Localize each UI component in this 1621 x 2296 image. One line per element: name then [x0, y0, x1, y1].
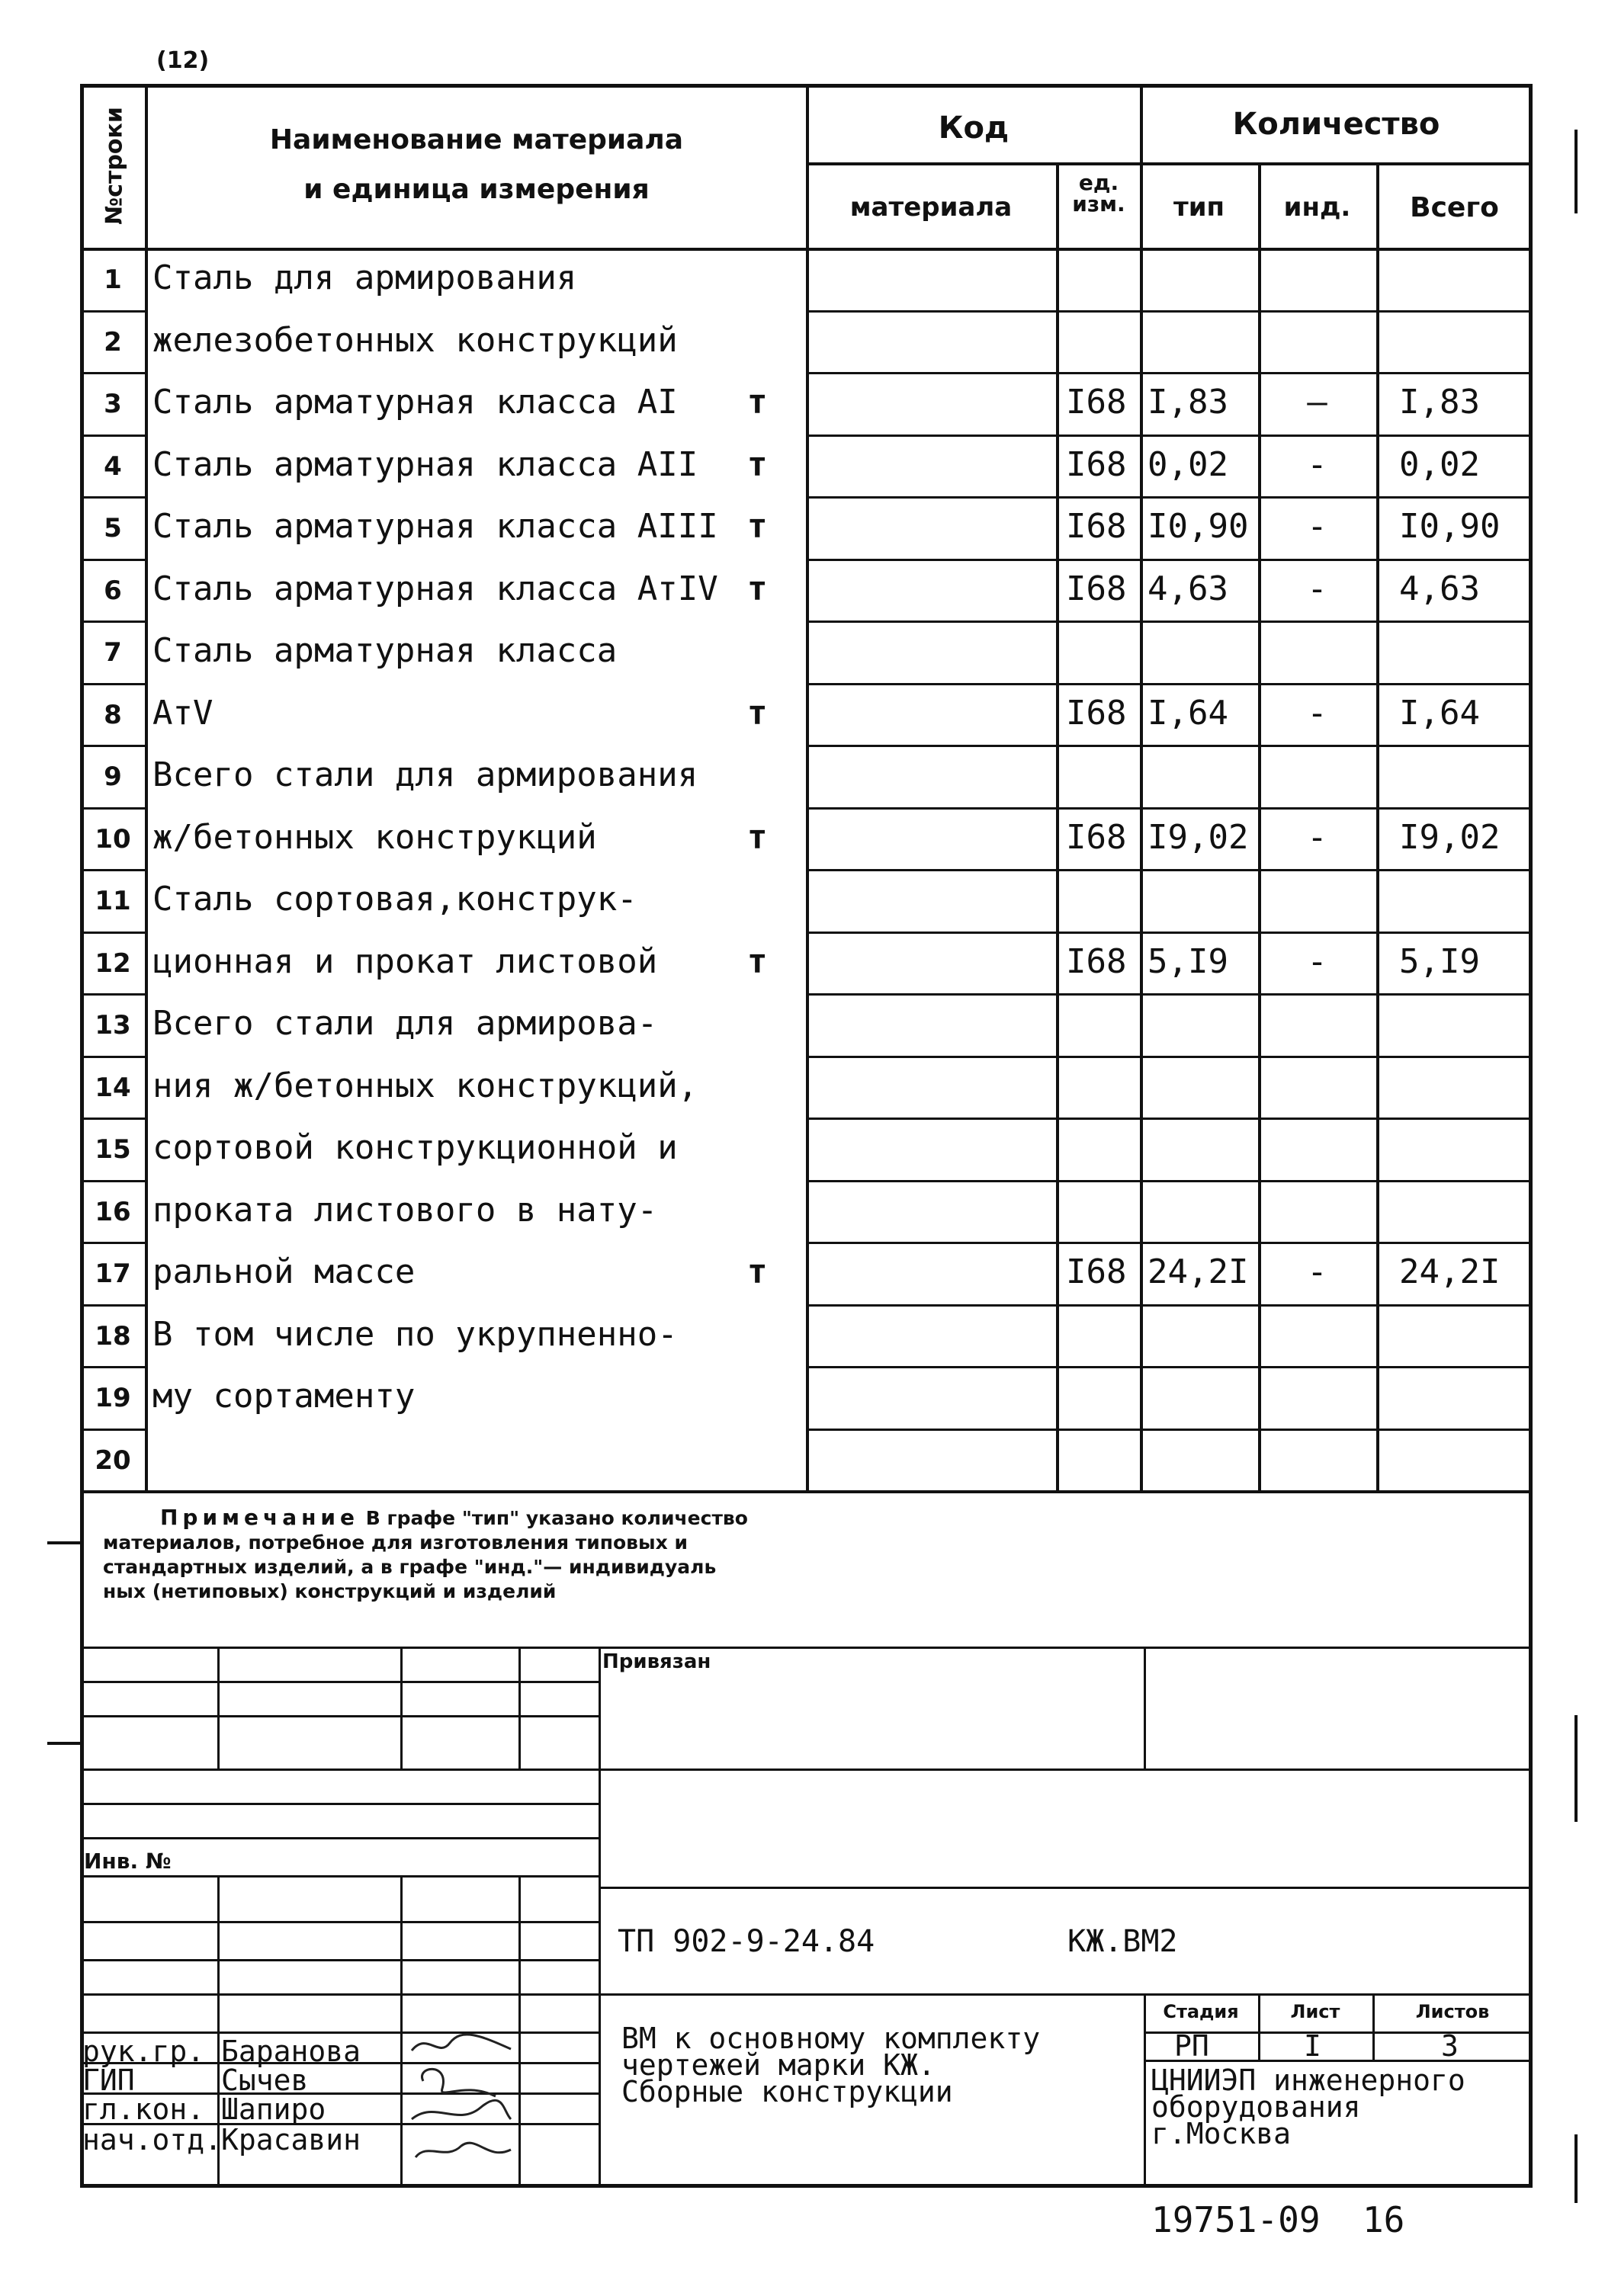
row-separator: [806, 1180, 1533, 1182]
material-name: ния ж/бетонных конструкций,: [152, 1066, 698, 1105]
row-separator: [806, 1118, 1533, 1120]
row-number: 15: [95, 1134, 131, 1165]
material-name: Сталь арматурная класса: [152, 631, 618, 670]
quantity-ind: -: [1307, 569, 1327, 608]
doc-title-line1: ВМ к основному комплекту: [621, 2022, 1041, 2055]
row-separator: [806, 683, 1533, 685]
quantity-type: I,64: [1148, 693, 1228, 733]
unit-code: I68: [1066, 507, 1127, 546]
material-name: ральной массе: [152, 1252, 416, 1291]
tb-line: [599, 1887, 1533, 1889]
row-separator: [806, 1242, 1533, 1244]
quantity-ind: -: [1307, 817, 1327, 857]
row-number: 16: [95, 1196, 131, 1227]
material-name: Сталь арматурная класса АIII: [152, 507, 718, 546]
unit-of-measure: т: [747, 1252, 768, 1291]
tb-vline: [1144, 1993, 1146, 2188]
col-sep: [1056, 162, 1059, 1492]
quantity-total: 4,63: [1399, 569, 1480, 608]
signer-name: Баранова: [221, 2035, 361, 2068]
organization-line2: оборудования: [1151, 2090, 1361, 2124]
code-material-header: материала: [849, 192, 1013, 223]
name-header-line2: и единица измерения: [303, 174, 650, 205]
name-header-line1: Наименование материала: [269, 124, 684, 156]
row-number: 8: [104, 699, 122, 730]
signer-role: ГИП: [82, 2064, 135, 2097]
corner-mark: (12): [156, 47, 210, 74]
row-separator: [80, 1304, 145, 1307]
material-name: Сталь для армирования: [152, 258, 577, 297]
note-line4: ных (нетиповых) конструкций и изделий: [103, 1580, 557, 1602]
quantity-ind: -: [1307, 941, 1327, 981]
doc-title-line3: Сборные конструкции: [621, 2075, 953, 2108]
quantity-type: 0,02: [1148, 444, 1228, 484]
margin-tick: [47, 1742, 82, 1745]
material-name: Всего стали для армирова-: [152, 1004, 658, 1043]
signer-name: Сычев: [221, 2064, 309, 2097]
handwritten-signatures: [404, 2028, 518, 2188]
row-separator: [80, 310, 145, 313]
organization-line3: г.Москва: [1151, 2117, 1292, 2150]
row-number: 19: [95, 1383, 131, 1413]
note-block: [103, 1506, 1475, 1604]
col-sep: [806, 84, 809, 1492]
quantity-type: I,83: [1148, 383, 1228, 422]
row-separator: [80, 1118, 145, 1120]
margin-tick: [1574, 2134, 1578, 2203]
signer-role: нач.отд.: [82, 2123, 223, 2157]
row-number: 13: [95, 1010, 131, 1041]
quantity-ind: -: [1307, 444, 1327, 484]
margin-tick: [1574, 1715, 1578, 1822]
row-separator: [806, 1429, 1533, 1431]
row-number: 3: [104, 389, 122, 419]
signer-role: рук.гр.: [82, 2035, 205, 2068]
row-separator: [80, 559, 145, 561]
tb-line: [80, 1837, 599, 1839]
table-header-mid: [806, 162, 1533, 165]
quantity-type: 5,I9: [1148, 941, 1228, 981]
quantity-type: 24,2I: [1148, 1252, 1249, 1291]
row-separator: [806, 310, 1533, 313]
tb-line: [80, 1681, 599, 1683]
material-name: Сталь арматурная класса АII: [152, 444, 698, 484]
row-number: 10: [95, 823, 131, 855]
col-sep: [1140, 84, 1143, 1492]
tb-line: [80, 1715, 599, 1717]
row-separator: [806, 496, 1533, 499]
quantity-type: I0,90: [1148, 507, 1249, 546]
quantity-total: I,83: [1399, 383, 1480, 422]
col-sep: [145, 84, 148, 1492]
row-number: 5: [104, 513, 122, 544]
material-name: ж/бетонных конструкций: [152, 817, 597, 857]
row-separator: [806, 1056, 1533, 1058]
tb-vline: [217, 1647, 220, 1768]
row-number: 11: [95, 886, 131, 916]
tb-vline: [1372, 1993, 1375, 2062]
quantity-ind-header: инд.: [1283, 192, 1351, 223]
tb-line: [80, 1921, 599, 1923]
quantity-total: 24,2I: [1399, 1252, 1501, 1291]
row-separator: [80, 1056, 145, 1058]
row-number: 2: [104, 326, 122, 358]
row-number: 18: [95, 1320, 131, 1352]
sheet-value: I: [1304, 2029, 1321, 2063]
material-name: АтV: [152, 693, 213, 733]
row-separator: [806, 1304, 1533, 1307]
row-number: 12: [95, 948, 131, 979]
stage-label: Стадия: [1163, 2001, 1239, 2022]
material-name: Сталь арматурная класса АI: [152, 383, 678, 422]
row-number: 7: [104, 637, 122, 668]
row-number: 1: [104, 265, 122, 295]
tb-line: [80, 1647, 1533, 1649]
row-separator: [80, 745, 145, 747]
unit-code: I68: [1066, 569, 1127, 608]
row-number: 6: [104, 575, 122, 606]
row-separator: [806, 559, 1533, 561]
code-unit-header: ед. изм.: [1072, 170, 1125, 216]
quantity-type: 4,63: [1148, 569, 1228, 608]
row-number: 17: [95, 1259, 131, 1289]
tb-vline: [400, 1647, 403, 1768]
unit-of-measure: т: [747, 941, 768, 981]
unit-code: I68: [1066, 941, 1127, 981]
row-separator: [806, 807, 1533, 810]
material-name: ционная и прокат листовой: [152, 941, 658, 981]
quantity-type-header: тип: [1173, 192, 1225, 223]
row-separator: [80, 683, 145, 685]
tb-vline: [518, 1647, 521, 1768]
note-line3: стандартных изделий, а в графе "инд."— индивидуаль: [103, 1556, 717, 1578]
unit-code: I68: [1066, 1252, 1127, 1291]
doc-title-line2: чертежей марки КЖ.: [621, 2048, 936, 2082]
quantity-total-header: Всего: [1410, 192, 1499, 223]
row-separator: [80, 1180, 145, 1182]
unit-of-measure: т: [747, 507, 768, 546]
quantity-ind: -: [1307, 693, 1327, 733]
row-separator: [80, 620, 145, 623]
quantity-total: 0,02: [1399, 444, 1480, 484]
quantity-total: 5,I9: [1399, 941, 1480, 981]
quantity-total: I9,02: [1399, 817, 1501, 857]
signer-role: гл.кон.: [82, 2092, 205, 2126]
quantity-ind: -: [1307, 1252, 1327, 1291]
tb-vline: [599, 1647, 601, 2188]
margin-tick: [1574, 130, 1578, 213]
unit-of-measure: т: [747, 569, 768, 608]
material-name: железобетонных конструкций: [152, 320, 678, 360]
unit-of-measure: т: [747, 444, 768, 484]
note-title: Примечание: [160, 1505, 360, 1530]
sheet-label: Лист: [1290, 2001, 1340, 2022]
unit-of-measure: т: [747, 383, 768, 422]
organization-line1: ЦНИИЭП инженерного: [1151, 2064, 1465, 2097]
tb-line: [80, 1993, 1533, 1996]
material-name: сортовой конструкционной и: [152, 1128, 678, 1167]
unit-code: I68: [1066, 444, 1127, 484]
code-header: Код: [938, 111, 1010, 146]
row-separator: [806, 1366, 1533, 1368]
unit-of-measure: т: [747, 693, 768, 733]
row-separator: [806, 435, 1533, 437]
row-separator: [80, 1242, 145, 1244]
tb-line: [80, 1959, 599, 1961]
unit-code: I68: [1066, 817, 1127, 857]
tb-line: [80, 1768, 1533, 1771]
row-separator: [806, 932, 1533, 934]
tb-line: [80, 1803, 599, 1805]
quantity-total: I,64: [1399, 693, 1480, 733]
quantity-ind: -: [1307, 507, 1327, 546]
row-separator: [80, 496, 145, 499]
row-separator: [80, 435, 145, 437]
row-separator: [806, 869, 1533, 871]
inventory-number-label: Инв. №: [84, 1849, 172, 1874]
row-separator: [80, 807, 145, 810]
material-name: му сортаменту: [152, 1377, 416, 1416]
quantity-header: Количество: [1232, 107, 1440, 142]
quantity-total: I0,90: [1399, 507, 1501, 546]
signer-name: Шапиро: [221, 2092, 326, 2126]
unit-code: I68: [1066, 383, 1127, 422]
row-number: 14: [95, 1072, 131, 1103]
row-number: 9: [104, 762, 122, 792]
material-name: Сталь сортовая,конструк-: [152, 880, 637, 919]
material-name: Сталь арматурная класса АтIV: [152, 569, 718, 608]
row-separator: [806, 993, 1533, 996]
signer-name: Красавин: [221, 2123, 361, 2157]
row-separator: [80, 1366, 145, 1368]
stage-value: РП: [1174, 2029, 1209, 2063]
row-number-header: №строки: [101, 107, 128, 225]
material-name: Всего стали для армирования: [152, 755, 698, 794]
tb-line: [80, 1875, 599, 1878]
row-separator: [80, 1429, 145, 1431]
document-mark: КЖ.ВМ2: [1067, 1924, 1178, 1959]
tb-line: [80, 2031, 599, 2034]
tb-vline: [1144, 1647, 1146, 1768]
row-separator: [806, 620, 1533, 623]
tb-vline: [518, 1875, 521, 2184]
row-separator: [80, 869, 145, 871]
bound-label: Привязан: [602, 1650, 711, 1673]
unit-code: I68: [1066, 693, 1127, 733]
note-line1: В графе "тип" указано количество: [365, 1507, 748, 1529]
note-line2: материалов, потребное для изготовления типовых и: [103, 1531, 688, 1554]
col-sep: [1376, 162, 1379, 1492]
row-separator: [806, 372, 1533, 374]
row-separator: [80, 932, 145, 934]
row-number: 20: [95, 1445, 131, 1476]
sheets-label: Листов: [1415, 2001, 1490, 2022]
unit-of-measure: т: [747, 817, 768, 857]
quantity-ind: —: [1307, 383, 1327, 422]
document-code: ТП 902-9-24.84: [618, 1924, 875, 1959]
quantity-type: I9,02: [1148, 817, 1249, 857]
margin-tick: [47, 1541, 82, 1544]
tb-vline: [1258, 1993, 1260, 2062]
tb-vline: [400, 1875, 403, 2184]
row-number: 4: [104, 451, 122, 482]
row-separator: [806, 745, 1533, 747]
archive-number: 19751-09 16: [1151, 2199, 1405, 2240]
sheets-value: 3: [1441, 2029, 1459, 2063]
row-separator: [80, 993, 145, 996]
material-name: В том числе по укрупненно-: [152, 1314, 678, 1354]
row-separator: [80, 372, 145, 374]
material-name: проката листового в нату-: [152, 1190, 658, 1230]
